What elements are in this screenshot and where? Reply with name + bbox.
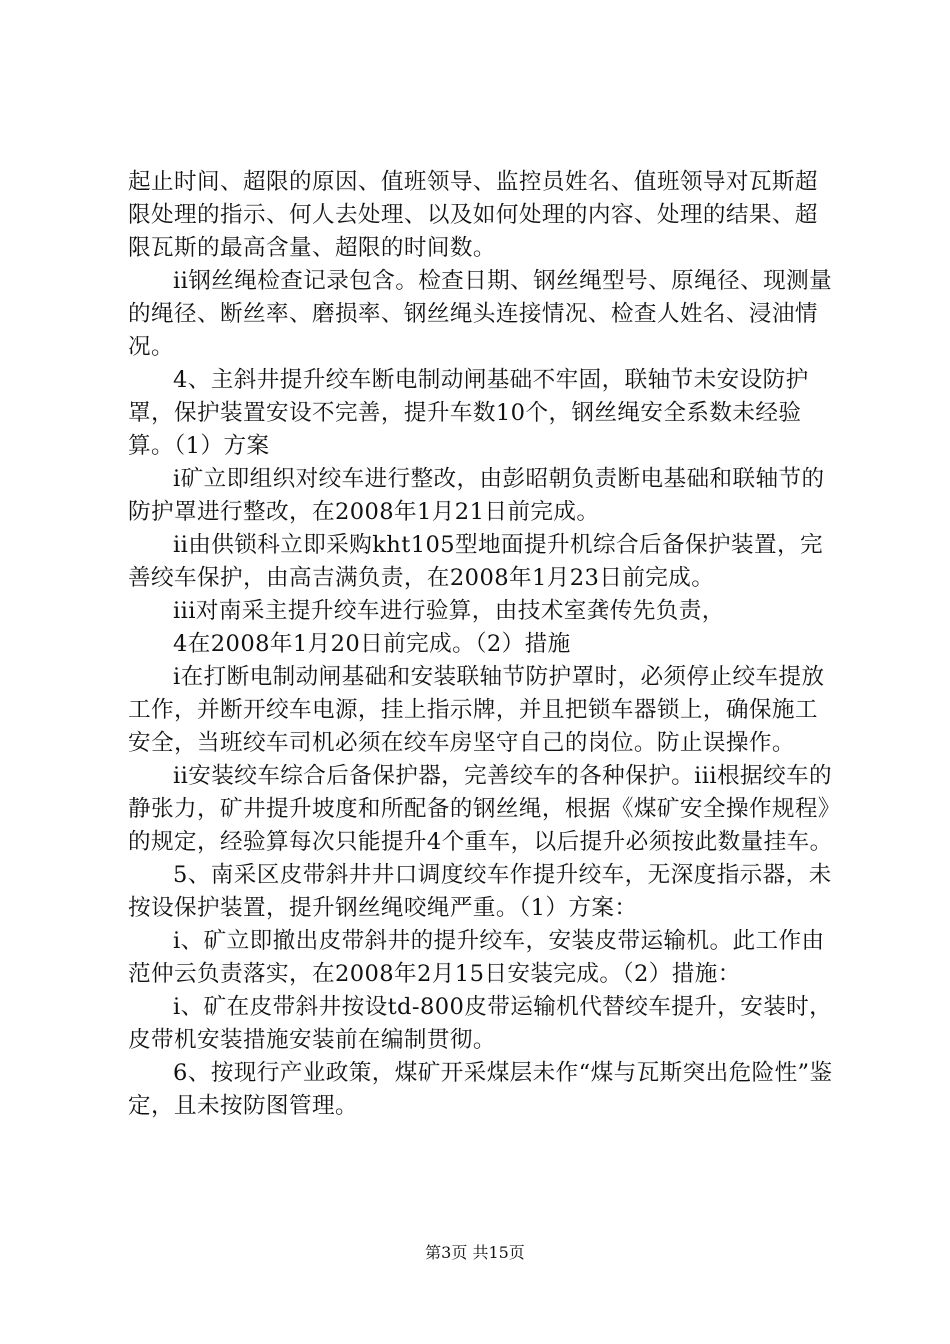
paragraph-wire-rope-record: ii钢丝绳检查记录包含。检查日期、钢丝绳型号、原绳径、现测量的绳径、断丝率、磨损率、钢丝绳头连接情况、检查人姓名、浸油情况。 xyxy=(128,268,833,360)
paragraph-plan-iii: iii对南采主提升绞车进行验算，由技术室龚传先负责， xyxy=(173,598,725,624)
page-footer: 第3页 共15页 xyxy=(425,1243,525,1262)
paragraph-measure-ii-iii: ii安装绞车综合后备保护器，完善绞车的各种保护。iii根据绞车的静张力，矿井提升坡度和所配备的钢丝绳，根据《煤矿安全操作规程》的规定，经验算每次只能提升4个重车，以后提升必须按此数量挂车。 xyxy=(128,763,833,855)
paragraph-plan-i: i矿立即组织对绞车进行整改，由彭昭朝负责断电基础和联轴节的防护罩进行整改，在2008年1月21日前完成。 xyxy=(128,466,825,525)
paragraph-item-5-plan: ⅰ、矿立即撤出皮带斜井的提升绞车，安装皮带运输机。此工作由范仲云负责落实，在2008年2月15日安装完成。（2）措施： xyxy=(128,928,825,987)
paragraph-plan-ii: ii由供锁科立即采购kht105型地面提升机综合后备保护装置，完善绞车保护，由高吉满负责，在2008年1月23日前完成。 xyxy=(128,532,823,591)
paragraph-measure-i: i在打断电制动闸基础和安装联轴节防护罩时，必须停止绞车提放工作，并断开绞车电源，挂上指示牌，并且把锁车器锁上，确保施工安全，当班绞车司机必须在绞车房坚守自己的岗位。防止误操作。 xyxy=(128,664,825,756)
document-body xyxy=(128,166,833,1123)
paragraph-item-5-measure: ⅰ、矿在皮带斜井按设td-800皮带运输机代替绞车提升，安装时，皮带机安装措施安装前在编制贯彻。 xyxy=(128,994,833,1053)
paragraph-item-6-outburst: 6、按现行产业政策，煤矿开采煤层未作“煤与瓦斯突出危险性”鉴定，且未按防图管理。 xyxy=(128,1060,833,1119)
paragraph-item-4-main-incline: 4、主斜井提升绞车断电制动闸基础不牢固，联轴节未安设防护罩，保护装置安设不完善，提升车数10个，钢丝绳安全系数未经验算。（1）方案 xyxy=(128,367,809,459)
paragraph-plan-iii-deadline: 4在2008年1月20日前完成。（2）措施 xyxy=(173,631,571,657)
paragraph-gas-record-continued: 起止时间、超限的原因、值班领导、监控员姓名、值班领导对瓦斯超限处理的指示、何人去处理、以及如何处理的内容、处理的结果、超限瓦斯的最高含量、超限的时间数。 xyxy=(128,169,818,261)
paragraph-item-5-belt-incline: 5、南采区皮带斜井井口调度绞车作提升绞车，无深度指示器，未按设保护装置，提升钢丝绳咬绳严重。（1）方案： xyxy=(128,862,832,921)
